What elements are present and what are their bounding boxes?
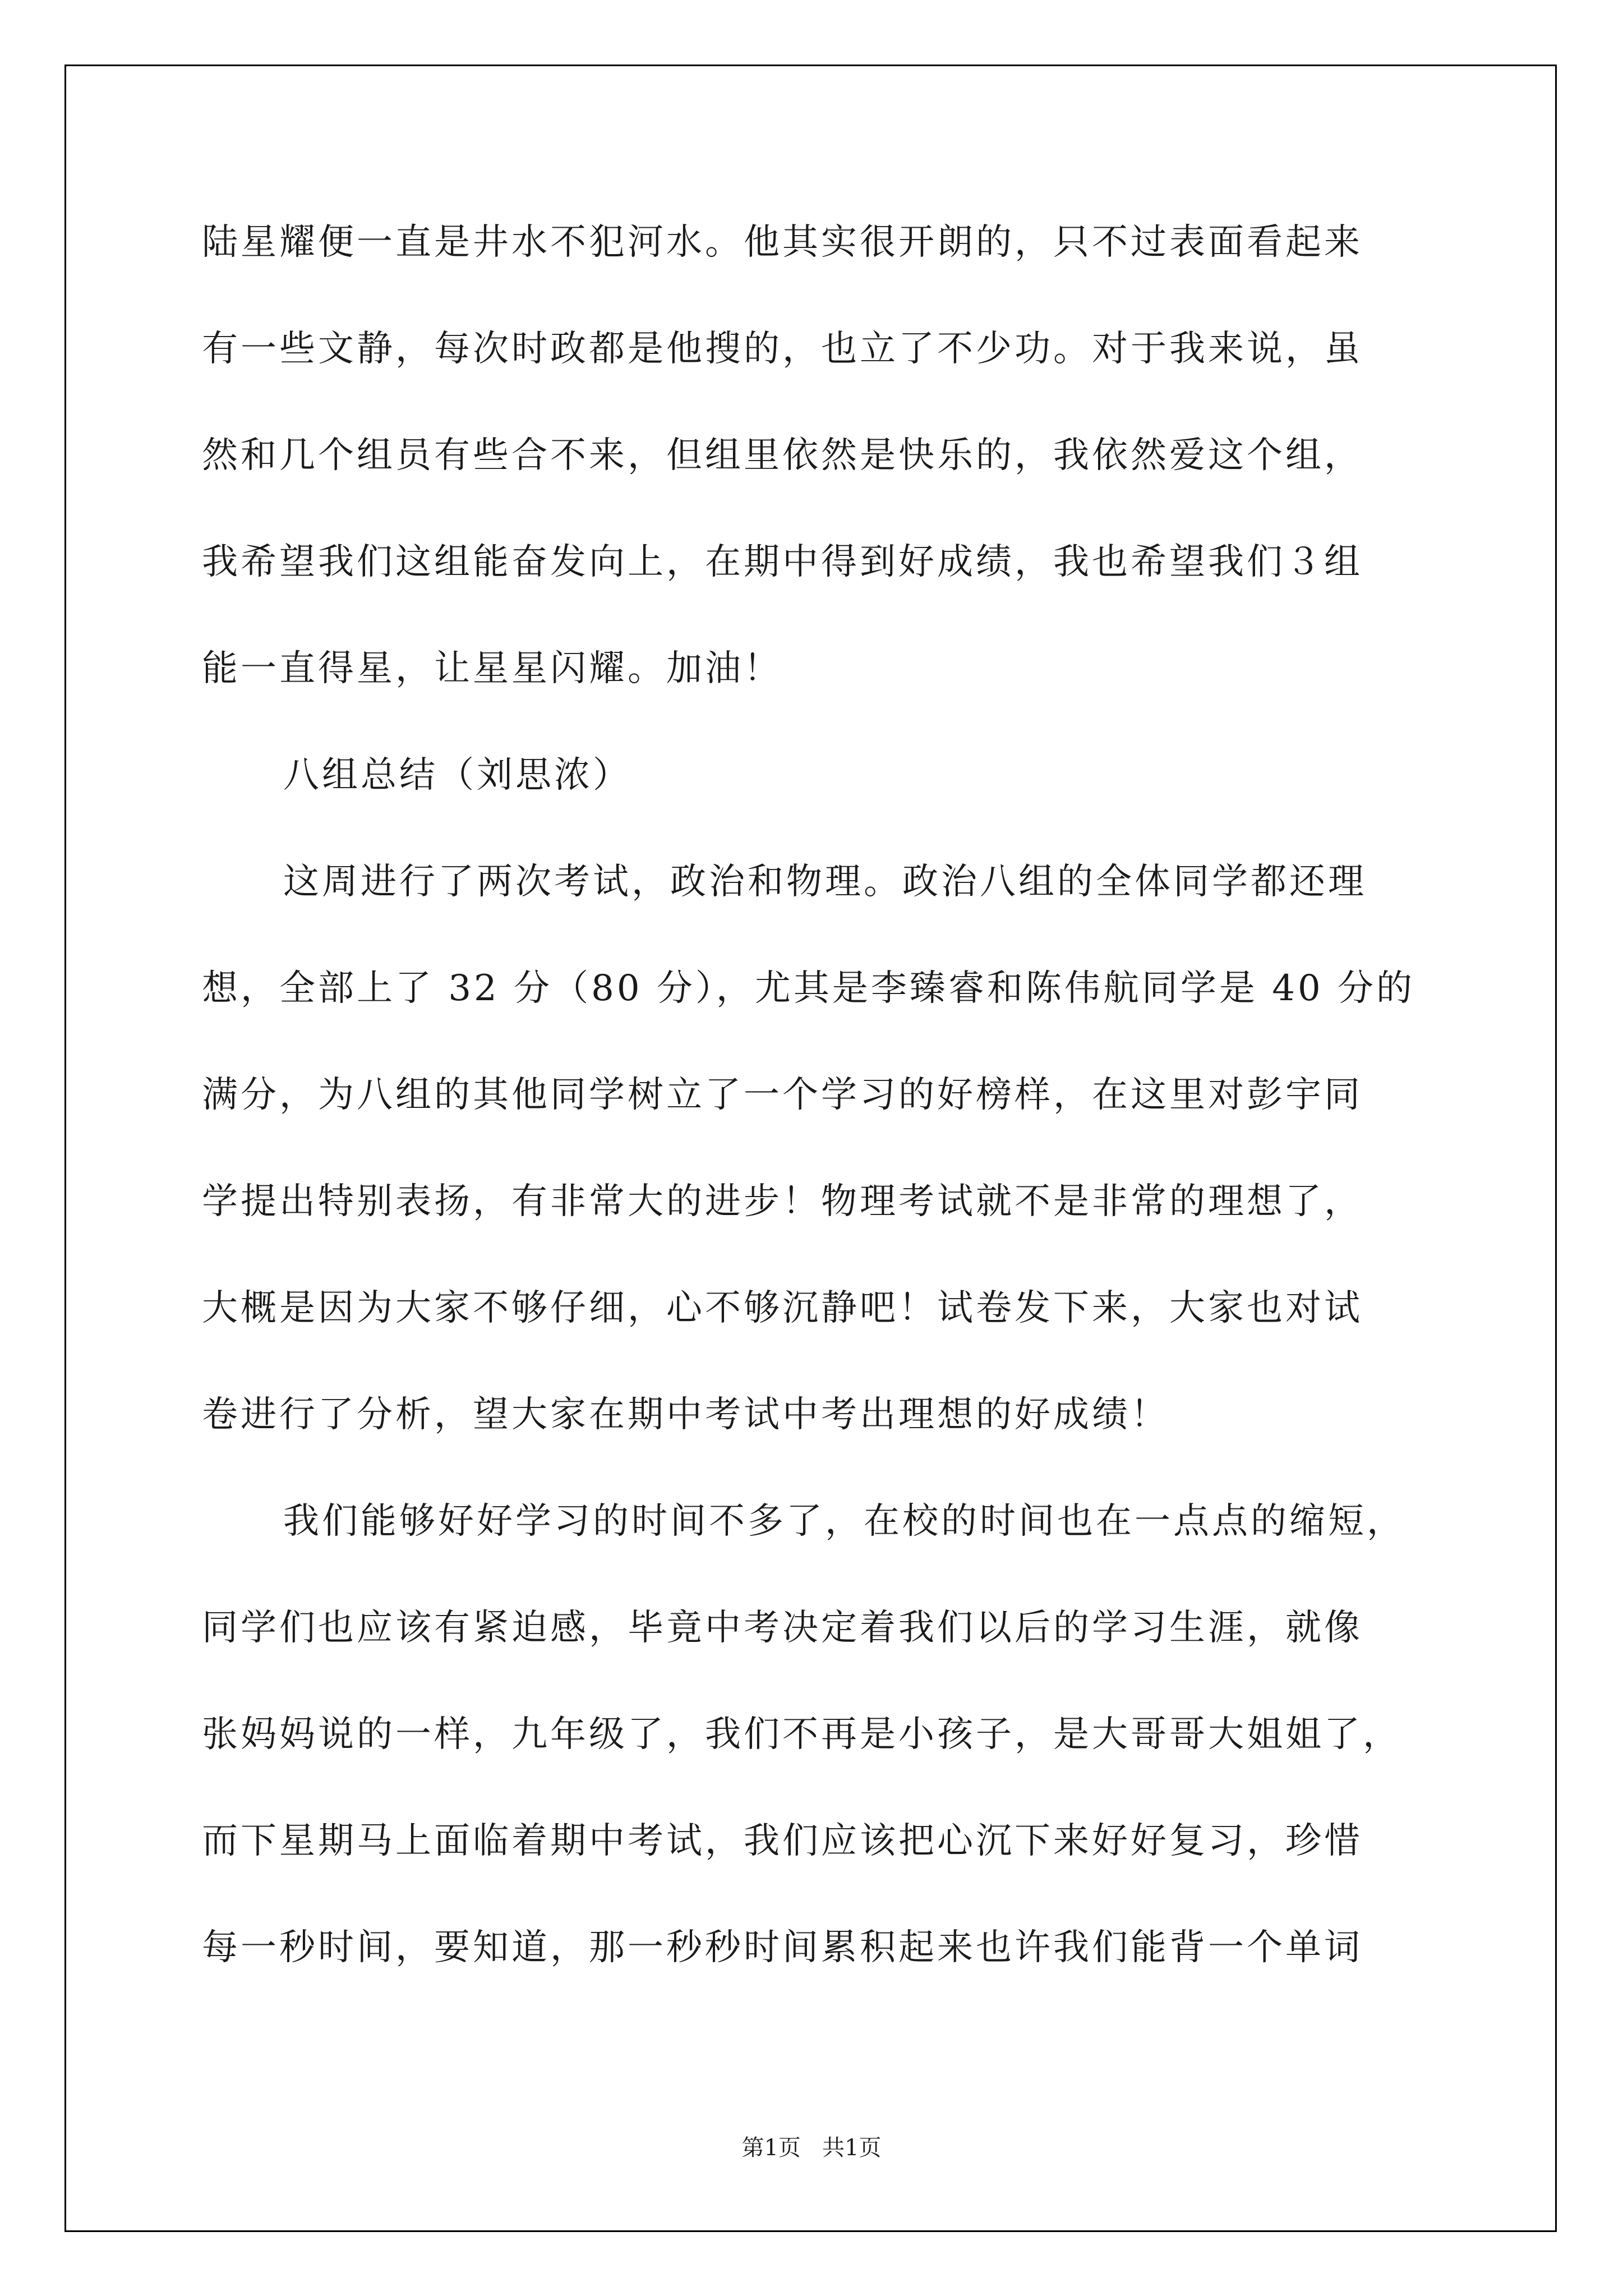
text-line: 张妈妈说的一样，九年级了，我们不再是小孩子，是大哥哥大姐姐了， xyxy=(202,1714,1401,1755)
text-line: 同学们也应该有紧迫感，毕竟中考决定着我们以后的学习生涯，就像 xyxy=(202,1607,1363,1649)
text-line: 陆星耀便一直是井水不犯河水。他其实很开朗的，只不过表面看起来 xyxy=(202,222,1363,263)
text-line: 这周进行了两次考试，政治和物理。政治八组的全体同学都还理 xyxy=(283,861,1367,903)
text-line: 大概是因为大家不够仔细，心不够沉静吧！试卷发下来，大家也对试 xyxy=(202,1287,1363,1329)
text-line: 有一些文静，每次时政都是他搜的，也立了不少功。对于我来说，虽 xyxy=(202,328,1363,370)
text-line: 每一秒时间，要知道，那一秒秒时间累积起来也许我们能背一个单词 xyxy=(202,1927,1363,1968)
text-line: 我们能够好好学习的时间不多了，在校的时间也在一点点的缩短， xyxy=(283,1501,1405,1542)
document-body xyxy=(202,214,1436,2026)
text-line: 满分，为八组的其他同学树立了一个学习的好榜样，在这里对彭宇同 xyxy=(202,1074,1363,1116)
text-line: 学提出特别表扬，有非常大的进步！物理考试就不是非常的理想了， xyxy=(202,1181,1363,1222)
text-line: 想，全部上了 32 分（80 分），尤其是李臻睿和陈伟航同学是 40 分的 xyxy=(202,968,1415,1009)
section-heading: 八组总结（刘思浓） xyxy=(283,754,631,796)
page-footer: 第1页 共1页 xyxy=(741,2135,882,2161)
text-line: 能一直得星，让星星闪耀。加油！ xyxy=(202,648,782,689)
text-line: 而下星期马上面临着期中考试，我们应该把心沉下来好好复习，珍惜 xyxy=(202,1820,1363,1862)
text-line: 我希望我们这组能奋发向上，在期中得到好成绩，我也希望我们３组 xyxy=(202,541,1363,583)
text-line: 然和几个组员有些合不来，但组里依然是快乐的，我依然爱这个组， xyxy=(202,435,1363,476)
text-line: 卷进行了分析，望大家在期中考试中考出理想的好成绩！ xyxy=(202,1394,1169,1435)
